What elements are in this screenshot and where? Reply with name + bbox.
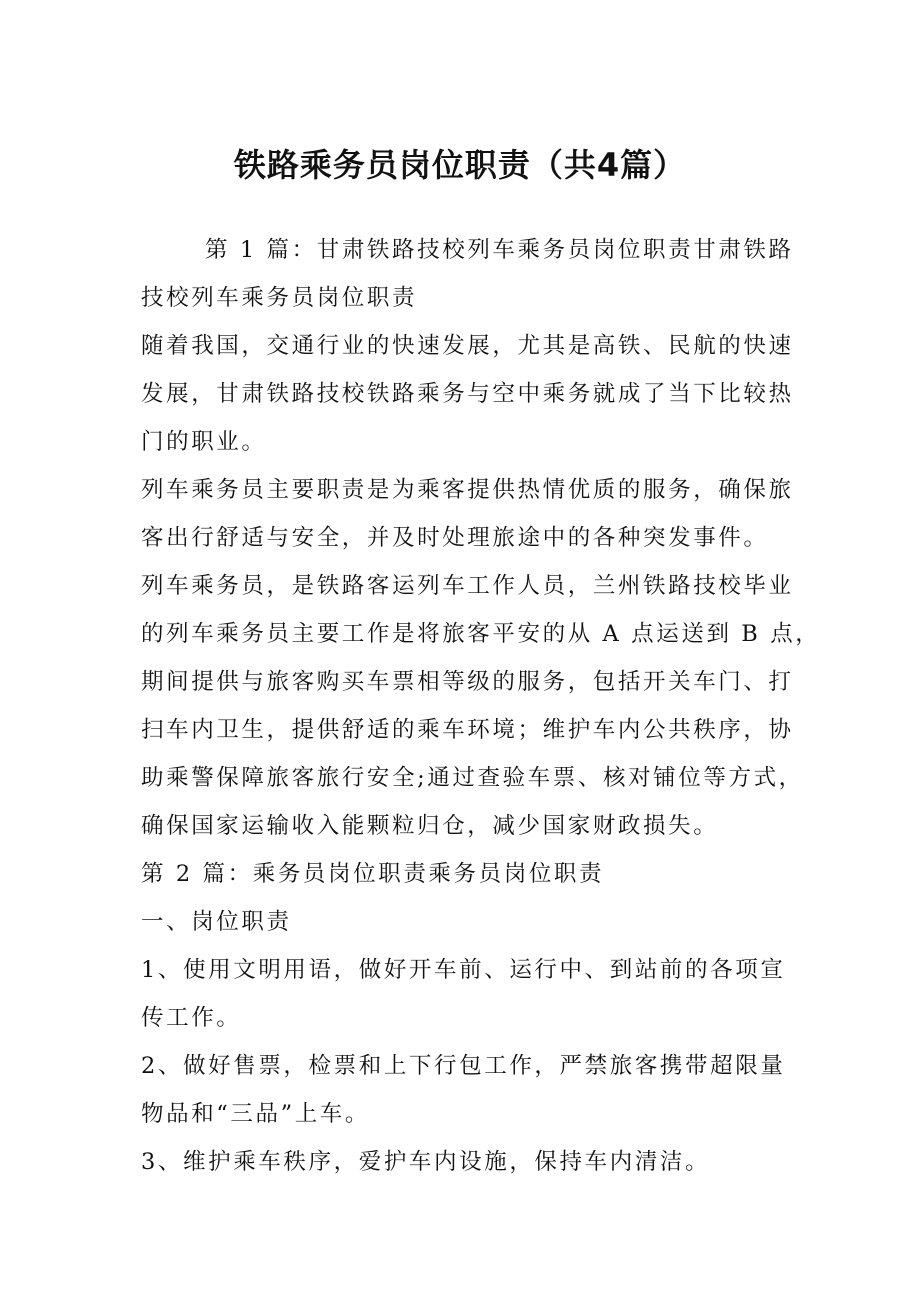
text-line: 扫车内卫生，提供舒适的乘车环境；维护车内公共秩序，协 bbox=[141, 717, 794, 743]
list-item: 3、维护乘车秩序，爱护车内设施，保持车内清洁。 bbox=[141, 1149, 711, 1175]
text-line: 技校列车乘务员岗位职责 bbox=[141, 285, 418, 311]
document-title: 铁路乘务员岗位职责（共4篇） bbox=[233, 146, 687, 184]
list-item: 2、做好售票，检票和上下行包工作，严禁旅客携带超限量 bbox=[141, 1053, 786, 1079]
text-line: 门的职业。 bbox=[141, 429, 267, 455]
text-line: 期间提供与旅客购买车票相等级的服务，包括开关车门、打 bbox=[141, 669, 794, 695]
text-line: 第 1 篇：甘肃铁路技校列车乘务员岗位职责甘肃铁路 bbox=[205, 237, 794, 263]
text-line: 确保国家运输收入能颗粒归仓，减少国家财政损失。 bbox=[141, 813, 719, 839]
text-line: 发展，甘肃铁路技校铁路乘务与空中乘务就成了当下比较热 bbox=[141, 381, 794, 407]
text-line: 列车乘务员，是铁路客运列车工作人员，兰州铁路技校毕业 bbox=[141, 573, 794, 599]
subsection-heading: 一、岗位职责 bbox=[141, 909, 292, 935]
text-line: 的列车乘务员主要工作是将旅客平安的从 A 点运送到 B 点， bbox=[141, 621, 821, 647]
text-line: 助乘警保障旅客旅行安全;通过查验车票、核对铺位等方式， bbox=[141, 765, 804, 791]
list-item: 1、使用文明用语，做好开车前、运行中、到站前的各项宣 bbox=[141, 957, 786, 983]
list-item-continued: 物品和“三品”上车。 bbox=[141, 1101, 371, 1127]
list-item-continued: 传工作。 bbox=[141, 1005, 242, 1031]
document-body bbox=[141, 226, 821, 1186]
text-line: 列车乘务员主要职责是为乘客提供热情优质的服务，确保旅 bbox=[141, 477, 794, 503]
section-heading: 第 2 篇：乘务员岗位职责乘务员岗位职责 bbox=[141, 861, 605, 887]
text-line: 随着我国，交通行业的快速发展，尤其是高铁、民航的快速 bbox=[141, 333, 794, 359]
text-line: 客出行舒适与安全，并及时处理旅途中的各种突发事件。 bbox=[141, 525, 769, 551]
